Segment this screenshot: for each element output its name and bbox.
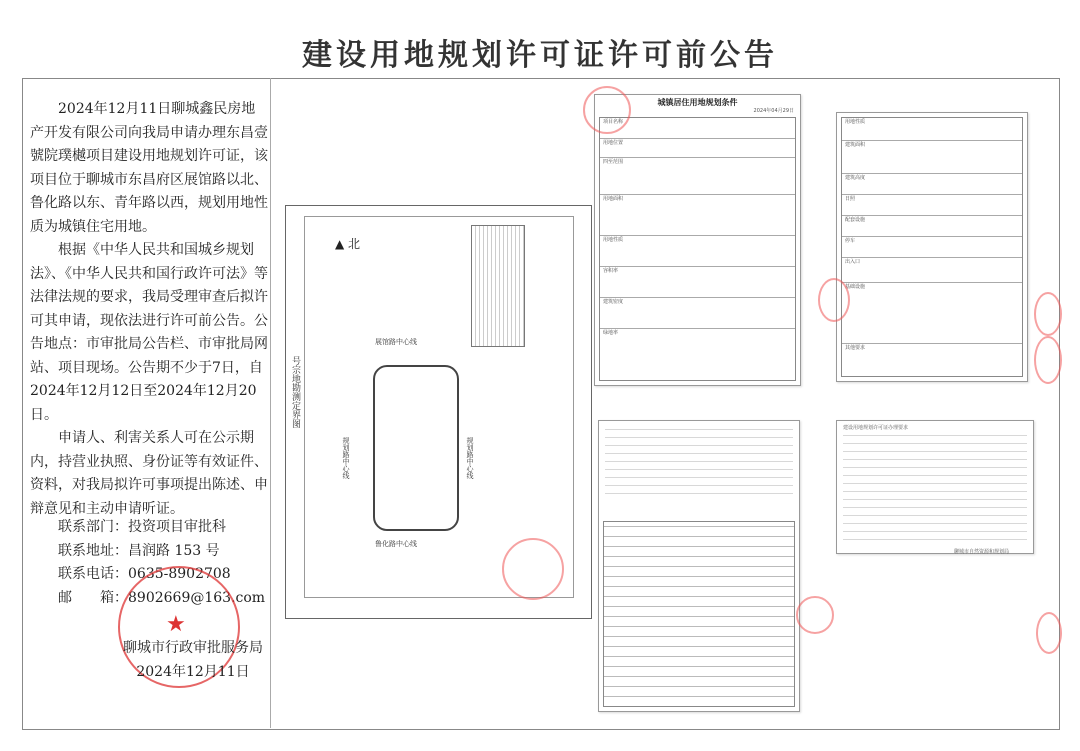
doc3-row: 用地性质: [842, 118, 1022, 141]
doc1-row: 建筑密度: [600, 298, 795, 329]
doc1-row: 用地性质: [600, 236, 795, 267]
notice-paragraph-2: 根据《中华人民共和国城乡规划法》、《中华人民共和国行政许可法》等法律法规的要求，我局受理审查后拟许可其申请，现依法进行许可前公告。公告地点：市审批局公告栏、市审批局网站、项目现场。公告期不少于7日，自2024年12月12日至2024年12月20日。: [30, 242, 268, 423]
doc3-row: 日照: [842, 195, 1022, 216]
doc1-date: 2024年04月29日: [753, 108, 794, 114]
doc-seal-6: [796, 596, 834, 634]
contact-dept: 联系部门：投资项目审批科: [58, 519, 226, 535]
doc1-row: 用地位置: [600, 139, 795, 158]
doc1-header: 城镇居住用地规划条件: [657, 98, 738, 107]
north-arrow-icon: ▲ 北: [335, 237, 361, 251]
signature-org: 聊城市行政审批服务局: [123, 640, 263, 656]
map-road-right: 规划路中心线: [466, 437, 474, 479]
doc3-row: 配套设施: [842, 216, 1022, 237]
doc1-table: [599, 117, 796, 381]
doc-permit-requirements: [836, 420, 1034, 554]
doc-seal-4: [1034, 336, 1062, 384]
doc-requirements: [598, 420, 800, 712]
doc-seal-1: [583, 86, 631, 134]
land-parcel-outline: [373, 365, 459, 531]
doc2-text-lines: [605, 429, 793, 501]
notice-body: [30, 98, 268, 521]
doc6-note: 聊城市自然资源和规划局: [954, 549, 1010, 555]
doc3-row: 基础设施: [842, 283, 1022, 344]
north-label: 北: [348, 237, 361, 251]
signature-block: [118, 636, 268, 684]
doc1-row: 项目名称: [600, 118, 795, 139]
doc1-row: 绿地率: [603, 330, 619, 336]
doc-seal-2: [818, 278, 850, 322]
divider: [270, 78, 271, 728]
doc-seal-5: [502, 538, 564, 600]
doc4-text-lines: [843, 433, 1027, 547]
doc-seal-3: [1034, 292, 1062, 336]
seal-star-icon: ★: [166, 612, 186, 637]
doc1-row: 容积率: [600, 267, 795, 298]
map-road-left: 规划路中心线: [342, 437, 350, 479]
doc-planning-indicators: [836, 112, 1028, 382]
map-road-top: 展馆路中心线: [375, 338, 417, 346]
notice-paragraph-3: 申请人、利害关系人可在公示期内，持营业执照、身份证等有效证件、资料，对我局拟许可事项提出陈述、申辩意见和主动申请听证。: [30, 430, 268, 517]
signature-date: 2024年12月11日: [136, 664, 250, 680]
doc4-title: 建设用地规划许可证办理要求: [843, 425, 909, 431]
doc1-row: 四至范围: [600, 158, 795, 195]
map-side-label: 号宗地勘测定界图: [290, 356, 300, 428]
doc3-table: [841, 117, 1023, 377]
doc1-row: 用地面积: [600, 195, 795, 236]
notice-paragraph-1: 2024年12月11日聊城鑫民房地产开发有限公司向我局申请办理东昌壹號院璞樾项目建设用地规划许可证，该项目位于聊城市东昌府区展馆路以北、鲁化路以东、青年路以西，规划用地性质为城镇住宅用地。: [30, 101, 268, 235]
contact-phone: 联系电话：0635-8902708: [58, 566, 231, 582]
doc3-row: 出入口: [842, 258, 1022, 283]
doc-planning-conditions: [594, 94, 801, 386]
contact-addr: 联系地址：昌润路 153 号: [58, 542, 220, 559]
coordinate-table: [471, 225, 525, 347]
doc-seal-7: [1036, 612, 1062, 654]
doc2-table: [603, 521, 795, 707]
doc3-row: 建筑面积: [842, 141, 1022, 174]
page-title: 建设用地规划许可证许可前公告: [302, 38, 778, 73]
doc3-row: 建筑高度: [842, 174, 1022, 195]
contact-email: 邮 箱：8902669@163.com: [58, 589, 266, 606]
doc3-row: 其他要求: [845, 345, 866, 351]
doc3-row: 停车: [842, 237, 1022, 258]
map-road-bottom: 鲁化路中心线: [375, 540, 417, 548]
